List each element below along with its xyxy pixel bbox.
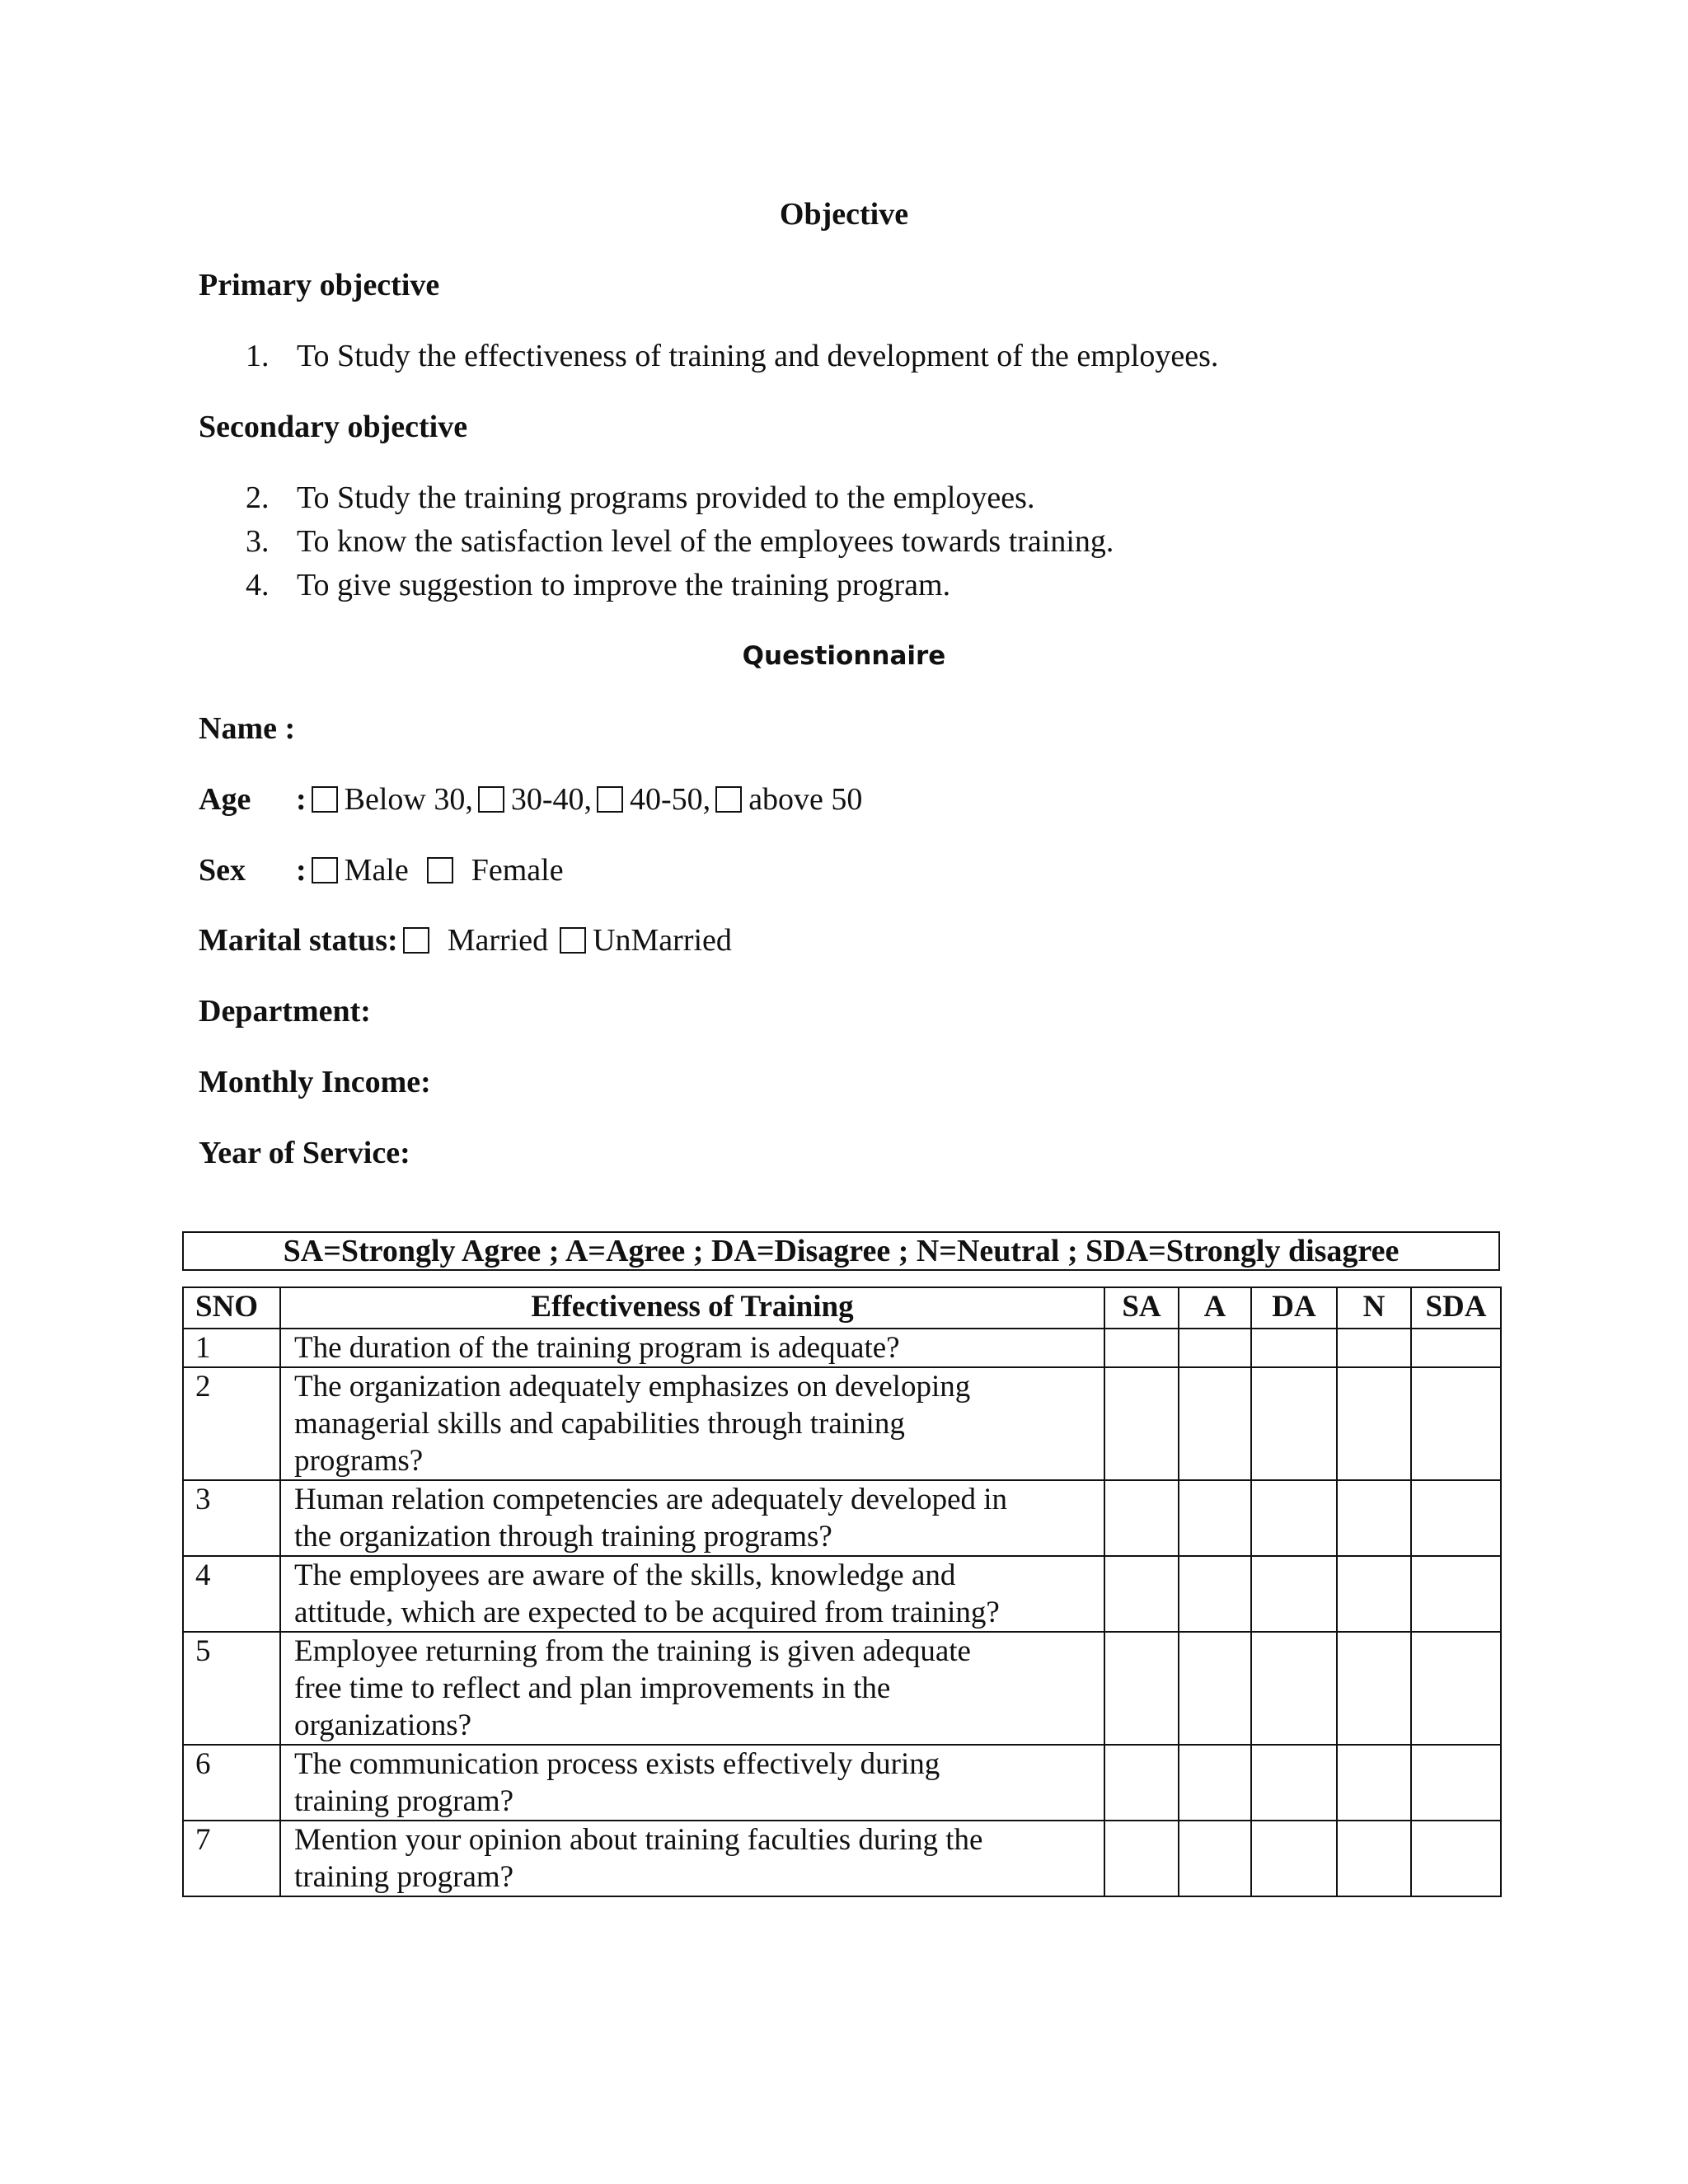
marital-option-unmarried: UnMarried xyxy=(593,923,732,958)
rating-cell-da[interactable] xyxy=(1251,1367,1337,1480)
rating-cell-a[interactable] xyxy=(1179,1367,1251,1480)
list-text: To know the satisfaction level of the employees towards training. xyxy=(297,524,1114,559)
header-n: N xyxy=(1337,1287,1411,1329)
secondary-objective-heading: Secondary objective xyxy=(199,410,468,444)
rating-cell-da[interactable] xyxy=(1251,1556,1337,1632)
age-colon: : xyxy=(296,782,307,817)
table-row xyxy=(183,1329,1501,1367)
age-option-30-40: 30-40, xyxy=(510,782,593,817)
year-of-service-field xyxy=(199,1135,410,1171)
survey-table xyxy=(182,1286,1502,1897)
rating-cell-a[interactable] xyxy=(1179,1821,1251,1896)
row-sno: 3 xyxy=(183,1480,280,1556)
page-title: Objective xyxy=(779,197,909,232)
header-a: A xyxy=(1179,1287,1251,1329)
question-line: the organization through training programs? xyxy=(294,1520,832,1554)
rating-cell-n[interactable] xyxy=(1337,1329,1411,1367)
table-row xyxy=(183,1367,1501,1480)
row-sno: 5 xyxy=(183,1632,280,1745)
rating-cell-sa[interactable] xyxy=(1104,1745,1179,1821)
questionnaire-title: Questionnaire xyxy=(742,641,946,671)
rating-cell-da[interactable] xyxy=(1251,1329,1337,1367)
list-text: To give suggestion to improve the training program. xyxy=(297,568,951,602)
marital-unmarried-checkbox[interactable] xyxy=(560,927,586,954)
question-line: free time to reflect and plan improvements in the xyxy=(294,1671,891,1705)
row-sno: 2 xyxy=(183,1367,280,1480)
row-question xyxy=(280,1632,1104,1745)
sex-option-female: Female xyxy=(471,853,564,888)
year-of-service-label: Year of Service: xyxy=(199,1136,410,1170)
rating-cell-n[interactable] xyxy=(1337,1367,1411,1480)
rating-cell-sa[interactable] xyxy=(1104,1329,1179,1367)
rating-cell-sa[interactable] xyxy=(1104,1367,1179,1480)
table-row xyxy=(183,1556,1501,1632)
row-sno: 7 xyxy=(183,1821,280,1896)
rating-cell-n[interactable] xyxy=(1337,1745,1411,1821)
rating-cell-sda[interactable] xyxy=(1411,1821,1501,1896)
age-field xyxy=(199,781,862,818)
table-row xyxy=(183,1632,1501,1745)
row-question xyxy=(280,1821,1104,1896)
question-line: The duration of the training program is adequate? xyxy=(294,1331,900,1365)
rating-cell-sa[interactable] xyxy=(1104,1821,1179,1896)
header-sda: SDA xyxy=(1411,1287,1501,1329)
marital-status-label: Marital status: xyxy=(199,923,398,958)
age-option-above-50: above 50 xyxy=(748,782,863,817)
question-line: Mention your opinion about training faculties during the xyxy=(294,1823,983,1857)
question-line: programs? xyxy=(294,1444,424,1478)
sex-female-checkbox[interactable] xyxy=(427,857,453,883)
sex-colon: : xyxy=(296,853,307,888)
age-option-below-30: Below 30, xyxy=(344,782,473,817)
age-option-40-50: 40-50, xyxy=(630,782,711,817)
rating-cell-a[interactable] xyxy=(1179,1480,1251,1556)
department-field xyxy=(199,993,371,1029)
rating-cell-sa[interactable] xyxy=(1104,1632,1179,1745)
question-line: The employees are aware of the skills, knowledge and xyxy=(294,1558,956,1592)
table-row xyxy=(183,1745,1501,1821)
rating-cell-sda[interactable] xyxy=(1411,1632,1501,1745)
monthly-income-field xyxy=(199,1064,431,1100)
rating-cell-sa[interactable] xyxy=(1104,1480,1179,1556)
name-label: Name : xyxy=(199,711,296,746)
header-da: DA xyxy=(1251,1287,1337,1329)
rating-cell-da[interactable] xyxy=(1251,1821,1337,1896)
rating-cell-sda[interactable] xyxy=(1411,1480,1501,1556)
list-item xyxy=(246,480,1034,516)
row-question xyxy=(280,1367,1104,1480)
rating-cell-a[interactable] xyxy=(1179,1329,1251,1367)
age-below-30-checkbox[interactable] xyxy=(312,786,338,813)
age-label: Age xyxy=(199,782,251,817)
marital-status-field xyxy=(199,922,732,958)
rating-cell-n[interactable] xyxy=(1337,1556,1411,1632)
row-question xyxy=(280,1329,1104,1367)
department-label: Department: xyxy=(199,994,371,1029)
list-text: To Study the effectiveness of training and development of the employees. xyxy=(297,339,1219,373)
rating-cell-sda[interactable] xyxy=(1411,1556,1501,1632)
sex-male-checkbox[interactable] xyxy=(312,857,338,883)
question-line: attitude, which are expected to be acquired from training? xyxy=(294,1596,1000,1629)
rating-cell-a[interactable] xyxy=(1179,1632,1251,1745)
primary-objective-heading: Primary objective xyxy=(199,268,440,302)
header-sno: SNO xyxy=(183,1287,280,1329)
rating-cell-sda[interactable] xyxy=(1411,1367,1501,1480)
list-item xyxy=(246,338,1218,374)
table-row xyxy=(183,1821,1501,1896)
row-sno: 1 xyxy=(183,1329,280,1367)
question-line: Human relation competencies are adequately developed in xyxy=(294,1483,1008,1516)
list-number: 3. xyxy=(246,524,270,559)
marital-married-checkbox[interactable] xyxy=(403,927,429,954)
header-effectiveness: Effectiveness of Training xyxy=(280,1287,1104,1329)
table-row xyxy=(183,1480,1501,1556)
question-line: organizations? xyxy=(294,1708,472,1742)
row-question xyxy=(280,1556,1104,1632)
age-above-50-checkbox[interactable] xyxy=(715,786,742,813)
list-number: 2. xyxy=(246,480,270,515)
rating-cell-sa[interactable] xyxy=(1104,1556,1179,1632)
list-item xyxy=(246,567,950,603)
question-line: The organization adequately emphasizes on developing xyxy=(294,1370,971,1404)
rating-cell-sda[interactable] xyxy=(1411,1329,1501,1367)
monthly-income-label: Monthly Income: xyxy=(199,1065,431,1099)
header-sa: SA xyxy=(1104,1287,1179,1329)
rating-cell-n[interactable] xyxy=(1337,1480,1411,1556)
list-number: 1. xyxy=(246,339,270,373)
rating-cell-da[interactable] xyxy=(1251,1745,1337,1821)
name-field xyxy=(199,710,295,747)
sex-option-male: Male xyxy=(344,853,409,888)
survey-body xyxy=(183,1329,1501,1896)
marital-option-married: Married xyxy=(447,923,549,958)
rating-cell-da[interactable] xyxy=(1251,1632,1337,1745)
list-number: 4. xyxy=(246,568,270,602)
age-30-40-checkbox[interactable] xyxy=(478,786,504,813)
rating-cell-a[interactable] xyxy=(1179,1556,1251,1632)
rating-legend: SA=Strongly Agree ; A=Agree ; DA=Disagree ; N=Neutral ; SDA=Strongly disagree xyxy=(182,1231,1500,1271)
question-line: training program? xyxy=(294,1860,514,1894)
table-header-row xyxy=(183,1287,1501,1329)
question-line: managerial skills and capabilities through training xyxy=(294,1407,905,1441)
sex-field xyxy=(199,852,564,888)
list-text: To Study the training programs provided to the employees. xyxy=(297,480,1035,515)
rating-cell-n[interactable] xyxy=(1337,1821,1411,1896)
question-line: training program? xyxy=(294,1784,514,1818)
question-line: The communication process exists effectively during xyxy=(294,1747,940,1781)
row-question xyxy=(280,1480,1104,1556)
rating-cell-sda[interactable] xyxy=(1411,1745,1501,1821)
rating-cell-da[interactable] xyxy=(1251,1480,1337,1556)
row-question xyxy=(280,1745,1104,1821)
age-40-50-checkbox[interactable] xyxy=(597,786,623,813)
row-sno: 4 xyxy=(183,1556,280,1632)
question-line: Employee returning from the training is given adequate xyxy=(294,1634,971,1668)
row-sno: 6 xyxy=(183,1745,280,1821)
rating-cell-a[interactable] xyxy=(1179,1745,1251,1821)
list-item xyxy=(246,523,1114,560)
sex-label: Sex xyxy=(199,853,246,888)
rating-cell-n[interactable] xyxy=(1337,1632,1411,1745)
